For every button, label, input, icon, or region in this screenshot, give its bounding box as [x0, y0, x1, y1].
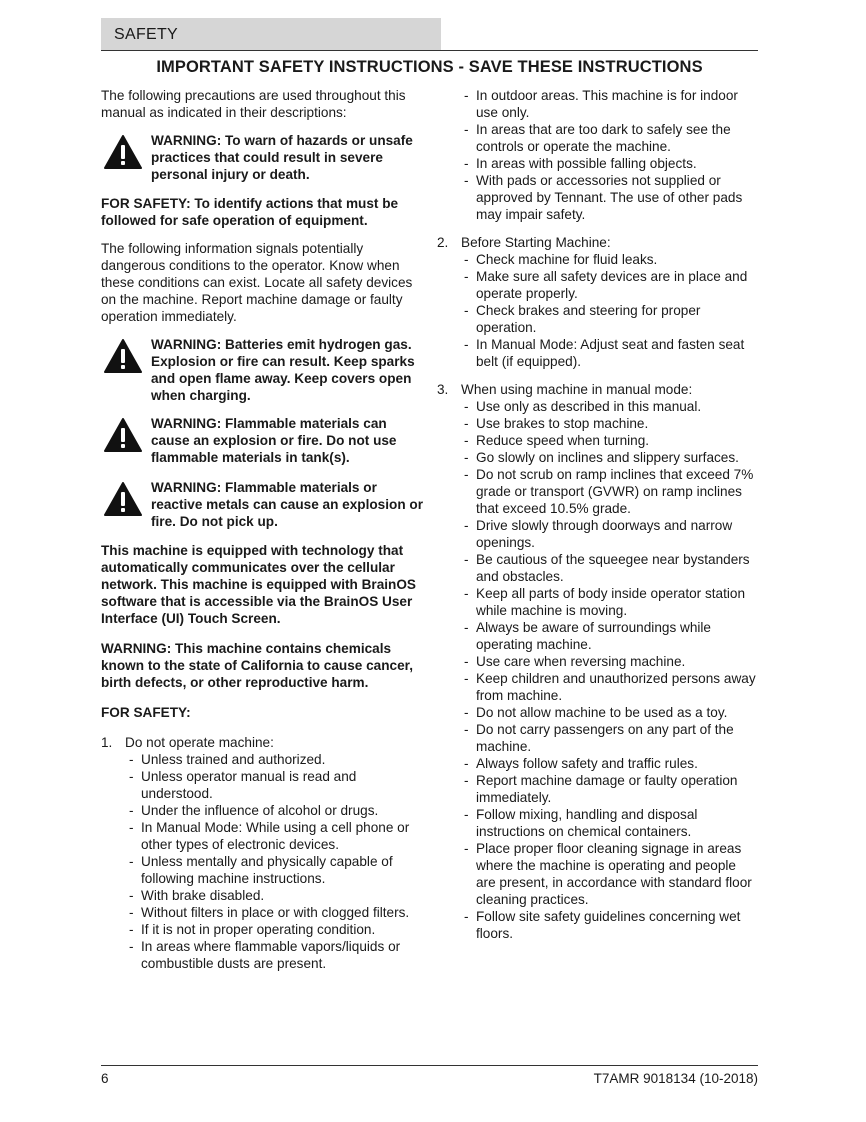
- list-item: - In areas where flammable vapors/liquids or combustible dusts are present.: [129, 938, 423, 972]
- list-item: - Place proper floor cleaning signage in areas where the machine is operating and people are present, in accordance with standard floor cleaning practices.: [464, 840, 759, 908]
- item-1-heading: [101, 734, 423, 751]
- list-item: - Make sure all safety devices are in place and operate properly.: [464, 268, 759, 302]
- list-item: - With brake disabled.: [129, 887, 423, 904]
- list-item: - Use only as described in this manual.: [464, 398, 759, 415]
- item-3-number: 3.: [437, 382, 449, 397]
- list-item: - Reduce speed when turning.: [464, 432, 759, 449]
- item-2-title: Before Starting Machine:: [461, 235, 611, 250]
- list-item: - In Manual Mode: Adjust seat and fasten seat belt (if equipped).: [464, 336, 759, 370]
- item-1-title: Do not operate machine:: [125, 735, 274, 750]
- warning-definition: [101, 132, 423, 183]
- warning-icon: [103, 134, 143, 170]
- warning-icon: [103, 338, 143, 374]
- left-column: [101, 87, 423, 972]
- list-item: - Unless trained and authorized.: [129, 751, 423, 768]
- list-item: - Drive slowly through doorways and narrow openings.: [464, 517, 759, 551]
- warning-batteries-text: WARNING: Batteries emit hydrogen gas. Explosion or fire can result. Keep sparks and open flame away. Keep covers open when charging.: [151, 337, 415, 403]
- warning-icon: [103, 481, 143, 517]
- list-item: - Be cautious of the squeegee near bystanders and obstacles.: [464, 551, 759, 585]
- warning-definition-text: WARNING: To warn of hazards or unsafe practices that could result in severe personal injury or death.: [151, 133, 413, 182]
- list-item: - Report machine damage or faulty operation immediately.: [464, 772, 759, 806]
- list-item: - Use brakes to stop machine.: [464, 415, 759, 432]
- list-item: - Check machine for fluid leaks.: [464, 251, 759, 268]
- cellular-notice: This machine is equipped with technology that automatically communicates over the cellular network. This machine is equipped with BrainOS software that is accessible via the BrainOS User Interface (UI) Touch Screen.: [101, 543, 416, 626]
- warning-batteries: [101, 336, 423, 404]
- warning-reactive: [101, 479, 423, 530]
- for-safety-definition: FOR SAFETY: To identify actions that must be followed for safe operation of equipment.: [101, 196, 399, 228]
- item-2-number: 2.: [437, 235, 449, 250]
- warning-flammable: [101, 415, 423, 466]
- item-2-heading: [437, 234, 759, 251]
- list-item: - Always follow safety and traffic rules.: [464, 755, 759, 772]
- bottom-rule: [101, 1065, 758, 1066]
- list-item: - Follow site safety guidelines concerning wet floors.: [464, 908, 759, 942]
- section-label: SAFETY: [114, 26, 179, 43]
- list-item: - Do not allow machine to be used as a toy.: [464, 704, 759, 721]
- list-item: - With pads or accessories not supplied or approved by Tennant. The use of other pads may impair safety.: [464, 172, 759, 223]
- item-3-heading: [437, 381, 759, 398]
- list-item: - Keep all parts of body inside operator station while machine is moving.: [464, 585, 759, 619]
- list-item: - Keep children and unauthorized persons away from machine.: [464, 670, 759, 704]
- warning-icon: [103, 417, 143, 453]
- item-2-list: [437, 251, 759, 370]
- page-number: 6: [101, 1071, 109, 1086]
- intro-text: The following precautions are used throughout this manual as indicated in their descriptions:: [101, 88, 406, 120]
- item-1-number: 1.: [101, 735, 113, 750]
- california-warning: WARNING: This machine contains chemicals known to the state of California to cause cancer, birth defects, or other reproductive harm.: [101, 641, 413, 690]
- page-title: IMPORTANT SAFETY INSTRUCTIONS - SAVE THESE INSTRUCTIONS: [156, 58, 703, 76]
- list-item: - Under the influence of alcohol or drugs.: [129, 802, 423, 819]
- list-item: - In Manual Mode: While using a cell phone or other types of electronic devices.: [129, 819, 423, 853]
- list-item: - Without filters in place or with clogged filters.: [129, 904, 423, 921]
- list-item: - In areas that are too dark to safely see the controls or operate the machine.: [464, 121, 759, 155]
- warning-flammable-text: WARNING: Flammable materials can cause an explosion or fire. Do not use flammable materials in tank(s).: [151, 416, 397, 465]
- warning-reactive-text: WARNING: Flammable materials or reactive metals can cause an explosion or fire. Do not pick up.: [151, 480, 424, 529]
- list-item: - Do not scrub on ramp inclines that exceed 7% grade or transport (GVWR) on ramp inclines that exceed 10.5% grade.: [464, 466, 759, 517]
- section-tab: [101, 18, 441, 50]
- list-item: - Unless mentally and physically capable of following machine instructions.: [129, 853, 423, 887]
- list-item: - Use care when reversing machine.: [464, 653, 759, 670]
- item-1-list: [101, 751, 423, 972]
- item-3-list: [437, 398, 759, 942]
- list-item: - If it is not in proper operating condition.: [129, 921, 423, 938]
- list-item: - Unless operator manual is read and understood.: [129, 768, 423, 802]
- item-1-continued-list: [437, 87, 759, 223]
- document-id: T7AMR 9018134 (10-2018): [593, 1071, 758, 1086]
- list-item: - Go slowly on inclines and slippery surfaces.: [464, 449, 759, 466]
- list-item: - In outdoor areas. This machine is for indoor use only.: [464, 87, 759, 121]
- list-item: - Follow mixing, handling and disposal instructions on chemical containers.: [464, 806, 759, 840]
- signals-text: The following information signals potentially dangerous conditions to the operator. Know when these conditions can exist. Locate all safety devices on the machine. Report machine damage or faulty operation immediately.: [101, 241, 413, 324]
- list-item: - Check brakes and steering for proper operation.: [464, 302, 759, 336]
- item-3-title: When using machine in manual mode:: [461, 382, 693, 397]
- right-column: [437, 87, 759, 942]
- for-safety-heading: FOR SAFETY:: [101, 705, 191, 720]
- list-item: - In areas with possible falling objects.: [464, 155, 759, 172]
- list-item: - Always be aware of surroundings while operating machine.: [464, 619, 759, 653]
- top-rule: [101, 50, 758, 51]
- list-item: - Do not carry passengers on any part of the machine.: [464, 721, 759, 755]
